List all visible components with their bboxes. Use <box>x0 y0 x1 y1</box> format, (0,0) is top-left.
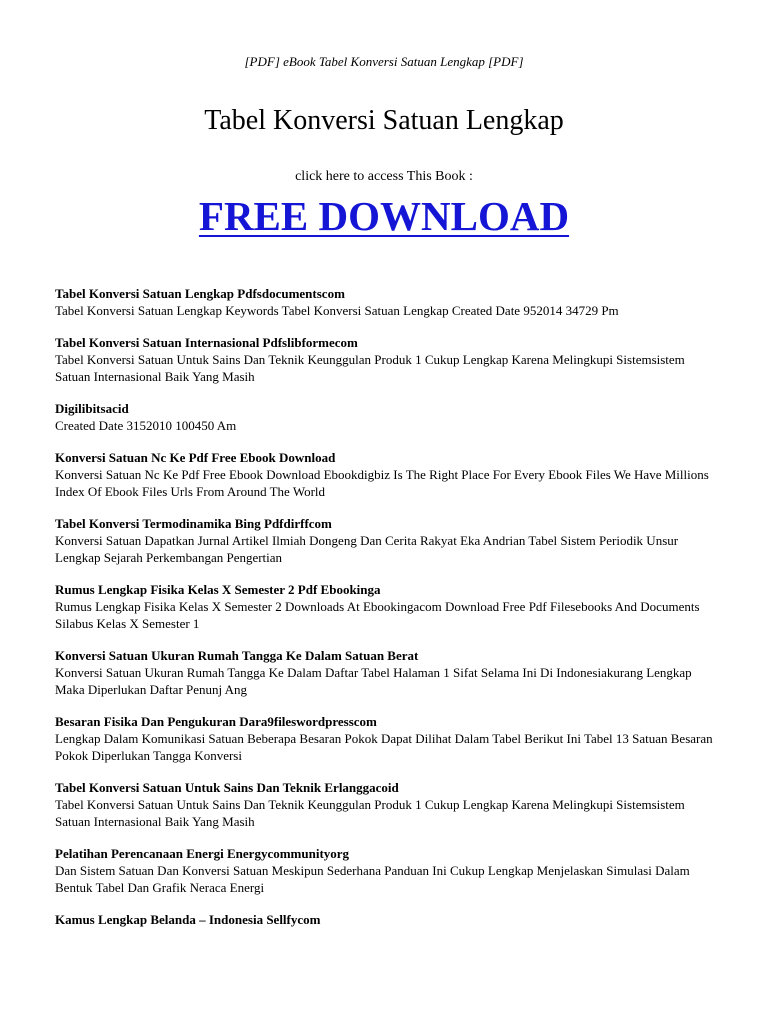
entry-title: Pelatihan Perencanaan Energi Energycommunityorg <box>55 846 350 861</box>
list-item <box>55 911 723 928</box>
list-item <box>55 334 723 385</box>
entry-title: Tabel Konversi Satuan Internasional Pdfslibformecom <box>55 335 358 350</box>
list-item <box>55 449 723 500</box>
entry-description: Tabel Konversi Satuan Lengkap Keywords Tabel Konversi Satuan Lengkap Created Date 952014 34729 Pm <box>55 303 619 318</box>
free-download-link[interactable]: FREE DOWNLOAD <box>198 193 570 239</box>
entry-description: Lengkap Dalam Komunikasi Satuan Beberapa Besaran Pokok Dapat Dilihat Dalam Tabel Berikut Ini Tabel 13 Satuan Besaran Pokok Diperlukan Tangga Konversi <box>55 731 713 763</box>
entry-description: Konversi Satuan Dapatkan Jurnal Artikel Ilmiah Dongeng Dan Cerita Rakyat Eka Andrian Tabel Sistem Periodik Unsur Lengkap Sejarah Perkembangan Pengertian <box>55 533 679 565</box>
entry-title: Besaran Fisika Dan Pengukuran Dara9fileswordpresscom <box>55 714 377 729</box>
entry-description: Konversi Satuan Nc Ke Pdf Free Ebook Download Ebookdigbiz Is The Right Place For Every Ebook Files We Have Millions Index Of Ebook Files Urls From Around The World <box>55 467 709 499</box>
entry-title: Kamus Lengkap Belanda – Indonesia Sellfycom <box>55 912 321 927</box>
access-text: click here to access This Book : <box>295 169 473 184</box>
download-link-container <box>0 191 768 241</box>
list-item <box>55 713 723 764</box>
entry-title: Konversi Satuan Nc Ke Pdf Free Ebook Download <box>55 450 336 465</box>
list-item <box>55 581 723 632</box>
entries-list <box>55 285 723 943</box>
entry-description: Rumus Lengkap Fisika Kelas X Semester 2 Downloads At Ebookingacom Download Free Pdf Filesebooks And Documents Silabus Kelas X Semester 1 <box>55 599 700 631</box>
list-item <box>55 285 723 319</box>
entry-description: Tabel Konversi Satuan Untuk Sains Dan Teknik Keunggulan Produk 1 Cukup Lengkap Karena Melingkupi Sistemsistem Satuan Internasional Baik Yang Masih <box>55 352 685 384</box>
entry-description: Dan Sistem Satuan Dan Konversi Satuan Meskipun Sederhana Panduan Ini Cukup Lengkap Menjelaskan Simulasi Dalam Bentuk Tabel Dan Grafik Neraca Energi <box>55 863 690 895</box>
entry-description: Tabel Konversi Satuan Untuk Sains Dan Teknik Keunggulan Produk 1 Cukup Lengkap Karena Melingkupi Sistemsistem Satuan Internasional Baik Yang Masih <box>55 797 685 829</box>
entry-title: Rumus Lengkap Fisika Kelas X Semester 2 Pdf Ebookinga <box>55 582 381 597</box>
entry-description: Konversi Satuan Ukuran Rumah Tangga Ke Dalam Daftar Tabel Halaman 1 Sifat Selama Ini Di Indonesiakurang Lengkap Maka Diperlukan Daftar Penunj Ang <box>55 665 692 697</box>
page-title: Tabel Konversi Satuan Lengkap <box>204 105 564 136</box>
list-item <box>55 515 723 566</box>
list-item <box>55 647 723 698</box>
entry-title: Konversi Satuan Ukuran Rumah Tangga Ke Dalam Satuan Berat <box>55 648 419 663</box>
list-item <box>55 400 723 434</box>
entry-description: Created Date 3152010 100450 Am <box>55 418 237 433</box>
list-item <box>55 779 723 830</box>
entry-title: Digilibitsacid <box>55 401 129 416</box>
entry-title: Tabel Konversi Satuan Untuk Sains Dan Teknik Erlanggacoid <box>55 780 399 795</box>
entry-title: Tabel Konversi Satuan Lengkap Pdfsdocumentscom <box>55 286 345 301</box>
header-line: [PDF] eBook Tabel Konversi Satuan Lengkap [PDF] <box>244 54 524 69</box>
entry-title: Tabel Konversi Termodinamika Bing Pdfdirffcom <box>55 516 332 531</box>
list-item <box>55 845 723 896</box>
